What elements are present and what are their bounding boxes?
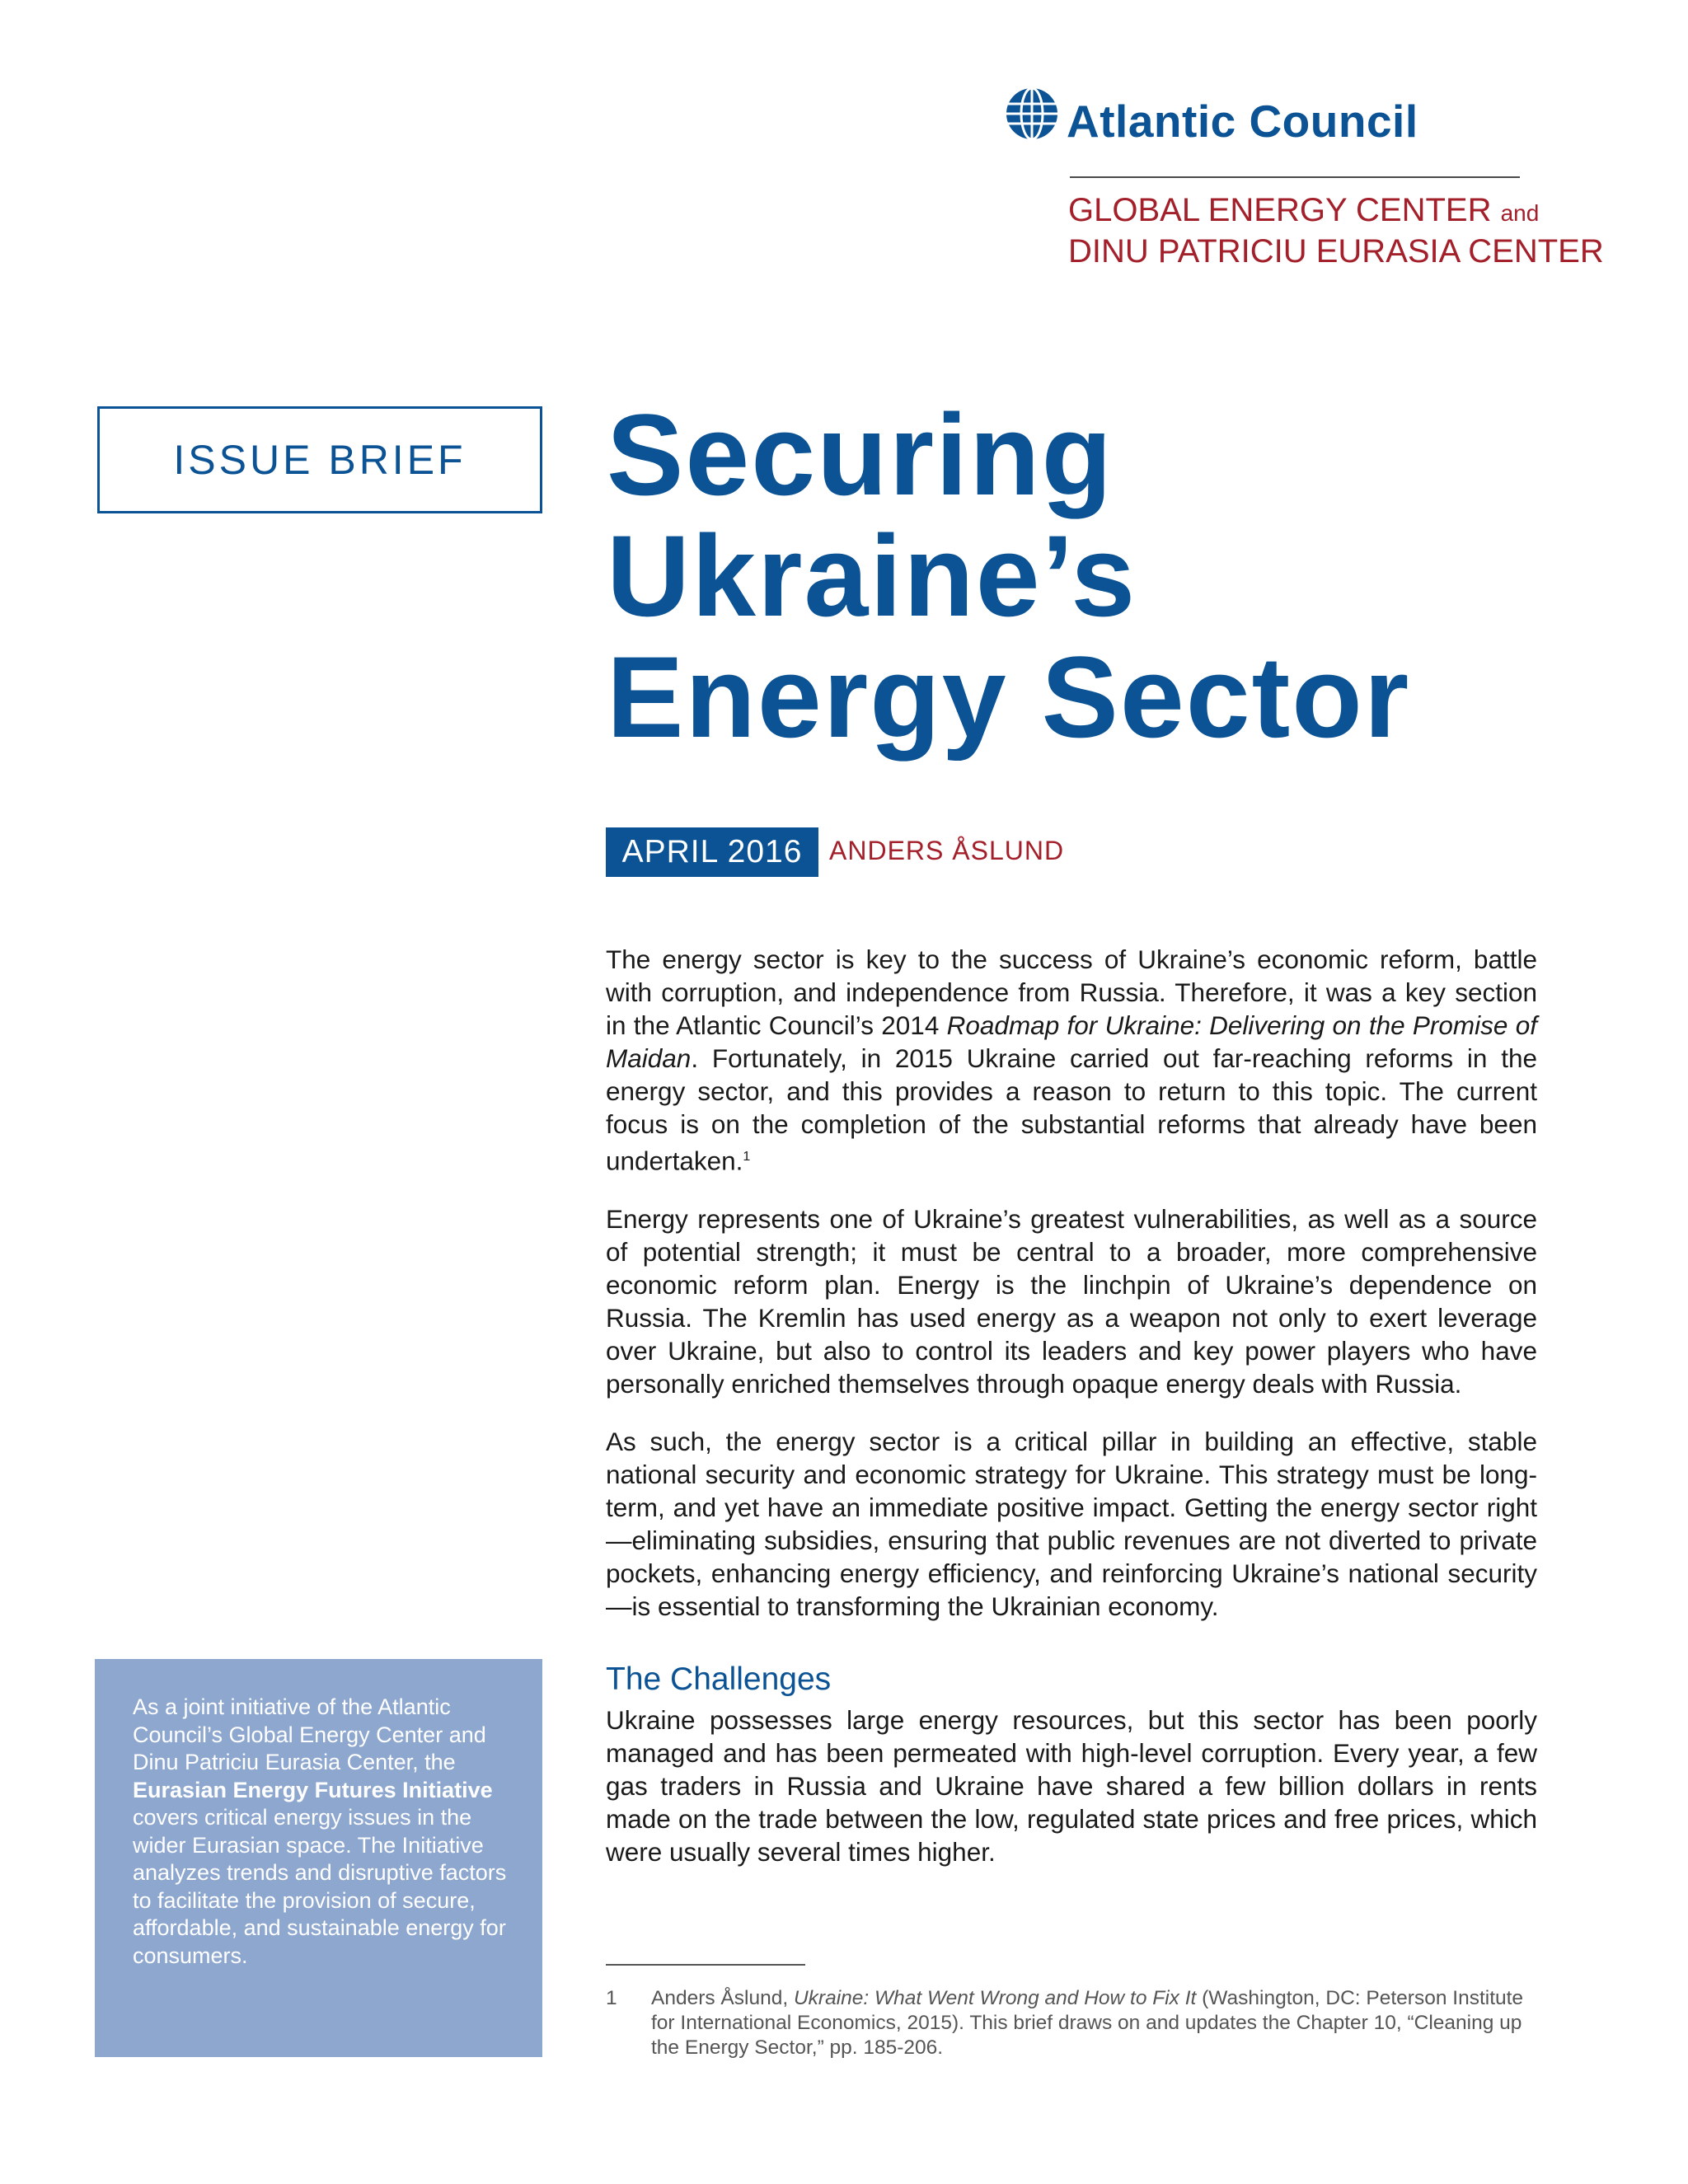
page-title bbox=[607, 390, 1645, 762]
org-name: Atlantic Council bbox=[1067, 96, 1418, 147]
p1-text-b: . Fortunately, in 2015 Ukraine carried out far-reaching reforms in the energy sector, and this provides a reason to return to this topic. The current focus is on the completion of the substantial reforms that already have been undertaken. bbox=[606, 1043, 1537, 1176]
title-line-1: Securing bbox=[607, 390, 1114, 519]
author-name: ANDERS ÅSLUND bbox=[829, 836, 1065, 865]
center-line-2: DINU PATRICIU EURASIA CENTER bbox=[1068, 233, 1604, 269]
footnote-text-a: Anders Åslund, bbox=[651, 1987, 794, 2009]
center-and: and bbox=[1500, 200, 1540, 226]
title-line-3: Energy Sector bbox=[607, 632, 1411, 762]
footnote bbox=[606, 1986, 1537, 2060]
footnote-text bbox=[651, 1986, 1537, 2060]
article-body bbox=[606, 943, 1537, 1893]
issue-brief-label: ISSUE BRIEF bbox=[97, 406, 542, 513]
brand-header bbox=[1004, 95, 1622, 148]
p1-text-a: The energy sector is key to the success of Ukraine’s economic reform, battle with corruption, and independence from Russia. Therefore, it was a key section in the Atlantic Council’s 2014 bbox=[606, 944, 1537, 1040]
center-line-1: GLOBAL ENERGY CENTER bbox=[1068, 192, 1492, 228]
footnote-text-b: (Washington, DC: Peterson Institute for International Economics, 2015). This brief draws on and updates the Chapter 10, “Cleaning up the Energy Sector,” pp. 185-206. bbox=[651, 1987, 1524, 2059]
globe-logo-icon bbox=[1004, 86, 1060, 142]
paragraph-4: Ukraine possesses large energy resources, but this sector has been poorly managed and has been permeated with high-level corruption. Every year, a few gas traders in Russia and Ukraine have shared a few billion dollars in rents made on the trade between the low, regulated state prices and free prices, which were usually several times higher. bbox=[606, 1704, 1537, 1867]
footnote-ref[interactable]: 1 bbox=[743, 1150, 751, 1164]
footnote-divider bbox=[606, 1964, 805, 1966]
paragraph-2: Energy represents one of Ukraine’s greatest vulnerabilities, as well as a source of potential strength; it must be central to a broader, more comprehensive economic reform plan. Energy is the linchpin of Ukraine’s dependence on Russia. The Kremlin has used energy as a weapon not only to exert leverage over Ukraine, but also to control its leaders and key power players who have personally enriched themselves through opaque energy deals with Russia. bbox=[606, 1203, 1537, 1399]
p1-italic-title: Roadmap for Ukraine: Delivering on the Promise of Maidan bbox=[606, 1010, 1537, 1073]
footnote-number: 1 bbox=[606, 1987, 617, 2009]
brand-divider bbox=[1070, 176, 1520, 178]
sidebar-text-a: As a joint initiative of the Atlantic Council’s Global Energy Center and Dinu Patriciu Eurasia Center, the bbox=[133, 1694, 486, 1774]
title-line-2: Ukraine’s bbox=[607, 511, 1137, 640]
paragraph-3: As such, the energy sector is a critical pillar in building an effective, stable national security and economic strategy for Ukraine. This strategy must be long-term, and yet have an immediate positive impact. Getting the energy sector right—eliminating subsidies, ensuring that public revenues are not diverted to private pockets, enhancing energy efficiency, and reinforcing Ukraine’s national security—is essential to transforming the Ukrainian economy. bbox=[606, 1426, 1537, 1621]
date-badge: APRIL 2016 bbox=[606, 827, 818, 877]
sidebar-text-b: covers critical energy issues in the wider Eurasian space. The Initiative analyzes trends and disruptive factors to facilitate the provision of secure, affordable, and sustainable energy for consumers. bbox=[133, 1805, 507, 1968]
initiative-sidebar bbox=[95, 1659, 542, 2057]
footnote-book-title: Ukraine: What Went Wrong and How to Fix It bbox=[793, 1987, 1197, 2009]
section-heading: The Challenges bbox=[606, 1661, 832, 1697]
center-names bbox=[1068, 191, 1604, 270]
paragraph-1 bbox=[606, 943, 1537, 1178]
sidebar-initiative-name: Eurasian Energy Futures Initiative bbox=[133, 1777, 493, 1802]
